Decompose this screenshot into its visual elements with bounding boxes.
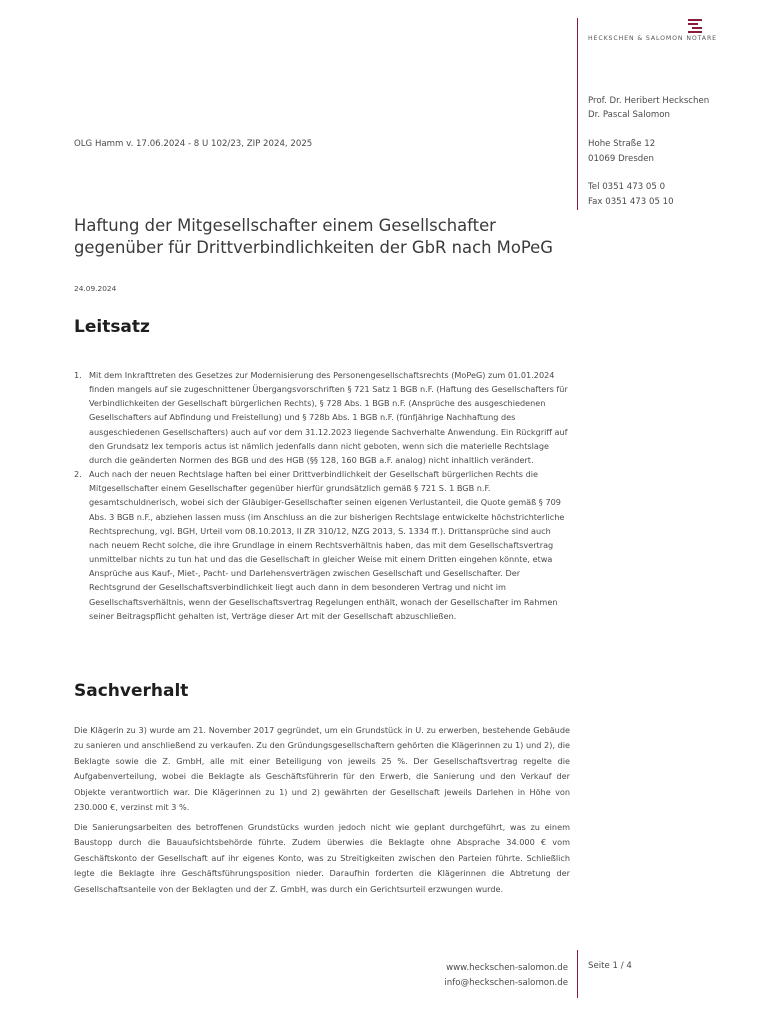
letterhead-info [588, 94, 709, 209]
fax-number: Fax 0351 473 05 10 [588, 196, 674, 207]
address-street: Hohe Straße 12 [588, 139, 656, 150]
document-date: 24.09.2024 [74, 284, 117, 293]
office-address [588, 137, 709, 166]
notary-name: Prof. Dr. Heribert Heckschen [588, 96, 710, 106]
notary-names [588, 94, 709, 123]
website-link[interactable]: www.heckschen-salomon.de [446, 963, 568, 973]
address-city: 01069 Dresden [588, 153, 654, 164]
contact-numbers [588, 180, 709, 209]
phone-number: Tel 0351 473 05 0 [588, 182, 666, 193]
list-item [74, 467, 570, 623]
body-paragraph: Die Sanierungsarbeiten des betroffenen Grundstücks wurden jedoch nicht wie geplant durchgeführt, was zu einem Baustopp durch die Bauaufsichtsbehörde führte. Zudem überwies die Beklagte ohne Absprache 34.000 € vom Geschäftskonto der Gesellschaft auf ihr eigenes Konto, was zu Streitigkeiten zwischen den Parteien führte. Schließlich legte die Beklagte ihre Geschäftsführungsposition nieder. Daraufhin forderten die Klägerinnen die Abtretung der Gesellschaftsanteile von der Beklagten und der Z. GmbH, was durch ein Gerichtsurteil erzwungen wurde. [74, 822, 570, 894]
leitsatz-heading: Leitsatz [74, 317, 150, 337]
footer-contact [444, 961, 568, 991]
list-text: Mit dem Inkrafttreten des Gesetzes zur Modernisierung des Personengesellschaftsrechts (MoPeG) zum 01.01.2024 finden mangels auf sie zugeschnittener Übergangsvorschriften § 721 Satz 1 BGB n.F. (Haftung des Gesellschafters für Verbindlichkeiten der Gesellschaft bürgerlichen Rechts), § 728 Abs. 1 BGB n.F. (Ansprüche des ausgeschiedenen Gesellschafters auf Abfindung und Freistellung) und § 728b Abs. 1 BGB n.F. (fünfjährige Nachhaftung des ausgeschiedenen Gesellschafters) auch auf vor dem 31.12.2023 liegende Sachverhalte Anwendung. Ein Rückgriff auf den Grundsatz lex temporis actus ist nämlich jedenfalls dann nicht geboten, wenn sich die materielle Rechtslage durch die geänderten Normen des BGB und des HGB (§§ 128, 160 BGB a.F. analog) nicht inhaltlich verändert. [89, 370, 568, 465]
sachverhalt-heading: Sachverhalt [74, 681, 189, 701]
case-citation: OLG Hamm v. 17.06.2024 - 8 U 102/23, ZIP 2024, 2025 [74, 139, 313, 149]
logo-text: HECKSCHEN & SALOMON NOTARE [588, 35, 717, 42]
list-item [74, 368, 570, 467]
footer-divider [577, 950, 578, 998]
leitsatz-list [74, 368, 570, 623]
body-paragraph: Die Klägerin zu 3) wurde am 21. November 2017 gegründet, um ein Grundstück in U. zu erwerben, bestehende Gebäude zu sanieren und anschließend zu verkaufen. Zu den Gründungsgesellschaftern gehörten die Klägerinnen zu 1) und 2), die Beklagte sowie die Z. GmbH, alle mit einer Beteiligung von jeweils 25 %. Der Gesellschaftsvertrag regelte die Aufgabenverteilung, wobei die Beklagte als Geschäftsführerin für den Erwerb, die Sanierung und den Verkauf der Objekte verantwortlich war. Die Klägerinnen zu 1) und 2) gewährten der Gesellschaft jeweils Darlehen in Höhe von 230.000 €, verzinst mit 3 %. [74, 725, 570, 813]
list-number: 1. [74, 370, 82, 380]
list-text: Auch nach der neuen Rechtslage haften bei einer Drittverbindlichkeit der Gesellschaft bürgerlichen Rechts die Mitgesellschafter einem Gesellschafter gegenüber hierfür grundsätzlich gemäß § 721 S. 1 BGB n.F. gesamtschuldnerisch, wobei sich der Gläubiger-Gesellschafter seinen eigenen Verlustanteil, die Quote gemäß § 709 Abs. 3 BGB n.F., abziehen lassen muss (im Anschluss an die zur bisherigen Rechtslage entwickelte höchstrichterliche Rechtsprechung, vgl. BGH, Urteil vom 08.10.2013, II ZR 310/12, NZG 2013, S. 1334 ff.). Drittansprüche sind auch nach neuem Recht solche, die ihre Grundlage in einem Rechtsverhältnis haben, das mit dem Gesellschaftsvertrag unmittelbar nichts zu tun hat und das die Gesellschaft in gleicher Weise mit einem Dritten eingehen könnte, etwa Ansprüche aus Kauf-, Miet-, Pacht- und Darlehensverträgen zwischen Gesellschaft und Gesellschafter. Der Rechtsgrund der Gesellschaftsverbindlichkeit liegt auch dann in dem besonderen Vertrag und nicht im Gesellschaftsverhältnis, wenn der Gesellschaftsvertrag Regelungen enthält, wonach der Gesellschafter im Rahmen seiner Beitragspflicht gehalten ist, Verträge dieser Art mit der Gesellschaft abzuschließen. [89, 469, 565, 621]
logo-mark-icon [688, 18, 702, 34]
page-number: Seite 1 / 4 [588, 961, 632, 971]
document-title: Haftung der Mitgesellschafter einem Gesellschafter gegenüber für Drittverbindlichkeiten der GbR nach MoPeG [74, 216, 553, 257]
header-divider [577, 18, 578, 210]
email-link[interactable]: info@heckschen-salomon.de [444, 978, 568, 988]
list-number: 2. [74, 469, 82, 480]
notary-name: Dr. Pascal Salomon [588, 110, 670, 121]
